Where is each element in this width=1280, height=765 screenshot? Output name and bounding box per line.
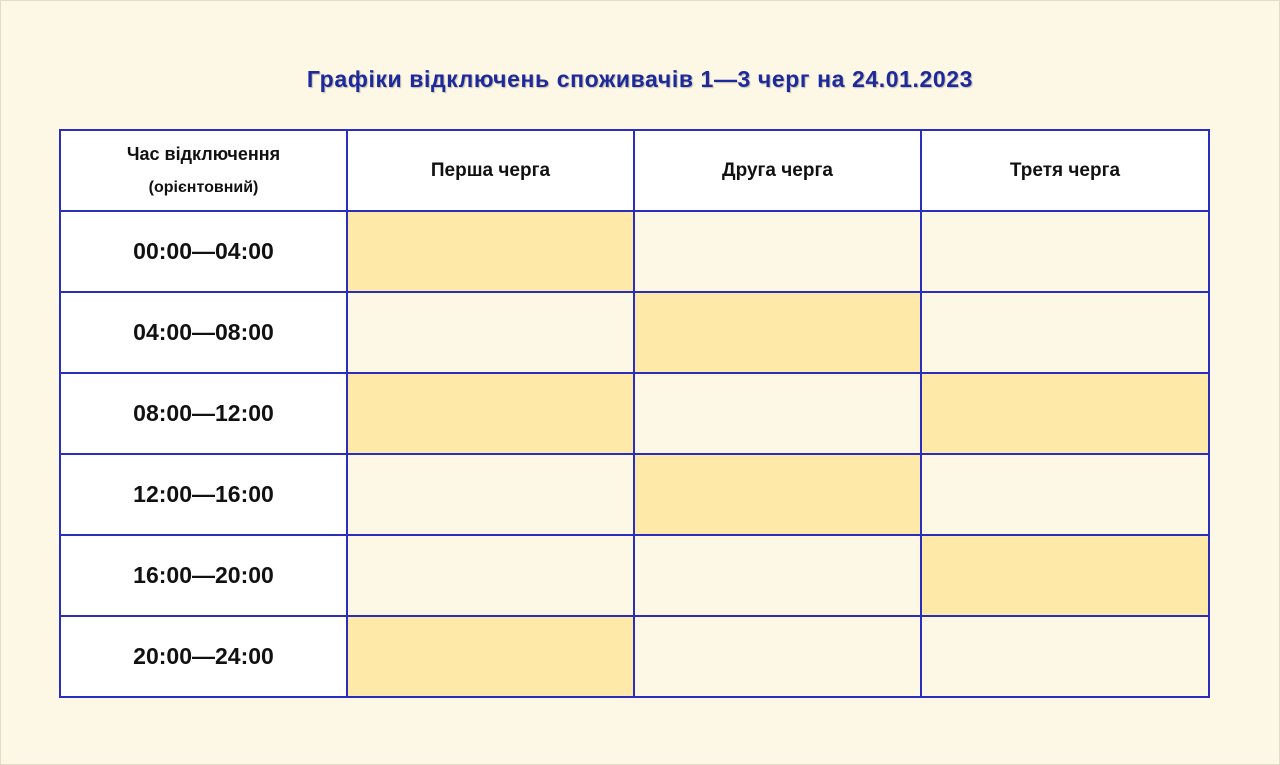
- queue-3-header: Третя черга: [921, 130, 1209, 211]
- empty-cell-queue-1: [347, 292, 634, 373]
- empty-cell-queue-2: [634, 616, 921, 697]
- empty-cell-queue-3: [921, 292, 1209, 373]
- empty-cell-queue-2: [634, 535, 921, 616]
- empty-cell-queue-1: [347, 535, 634, 616]
- outage-cell-queue-1: [347, 616, 634, 697]
- empty-cell-queue-3: [921, 211, 1209, 292]
- header-row: [60, 130, 1209, 211]
- table-row: [60, 454, 1209, 535]
- page-title: Графіки відключень споживачів 1—3 черг на 24.01.2023: [306, 66, 974, 92]
- outage-cell-queue-3: [921, 535, 1209, 616]
- time-interval: 12:00—16:00: [60, 454, 347, 535]
- time-column-header: [60, 130, 347, 211]
- table-row: [60, 616, 1209, 697]
- time-column-label: Час відключення: [126, 143, 281, 164]
- outage-cell-queue-1: [347, 373, 634, 454]
- empty-cell-queue-1: [347, 454, 634, 535]
- time-interval: 08:00—12:00: [60, 373, 347, 454]
- outage-cell-queue-2: [634, 454, 921, 535]
- queue-2-header: Друга черга: [634, 130, 921, 211]
- time-column-sublabel: (орієнтовний): [148, 178, 259, 196]
- outage-cell-queue-3: [921, 373, 1209, 454]
- empty-cell-queue-2: [634, 373, 921, 454]
- time-interval: 00:00—04:00: [60, 211, 347, 292]
- queue-1-header: Перша черга: [347, 130, 634, 211]
- outage-cell-queue-1: [347, 211, 634, 292]
- time-interval: 20:00—24:00: [60, 616, 347, 697]
- table-row: [60, 535, 1209, 616]
- outage-schedule-table: [59, 129, 1210, 698]
- empty-cell-queue-3: [921, 616, 1209, 697]
- table-row: [60, 373, 1209, 454]
- empty-cell-queue-2: [634, 211, 921, 292]
- table-row: [60, 292, 1209, 373]
- time-interval: 16:00—20:00: [60, 535, 347, 616]
- time-interval: 04:00—08:00: [60, 292, 347, 373]
- empty-cell-queue-3: [921, 454, 1209, 535]
- table-row: [60, 211, 1209, 292]
- outage-cell-queue-2: [634, 292, 921, 373]
